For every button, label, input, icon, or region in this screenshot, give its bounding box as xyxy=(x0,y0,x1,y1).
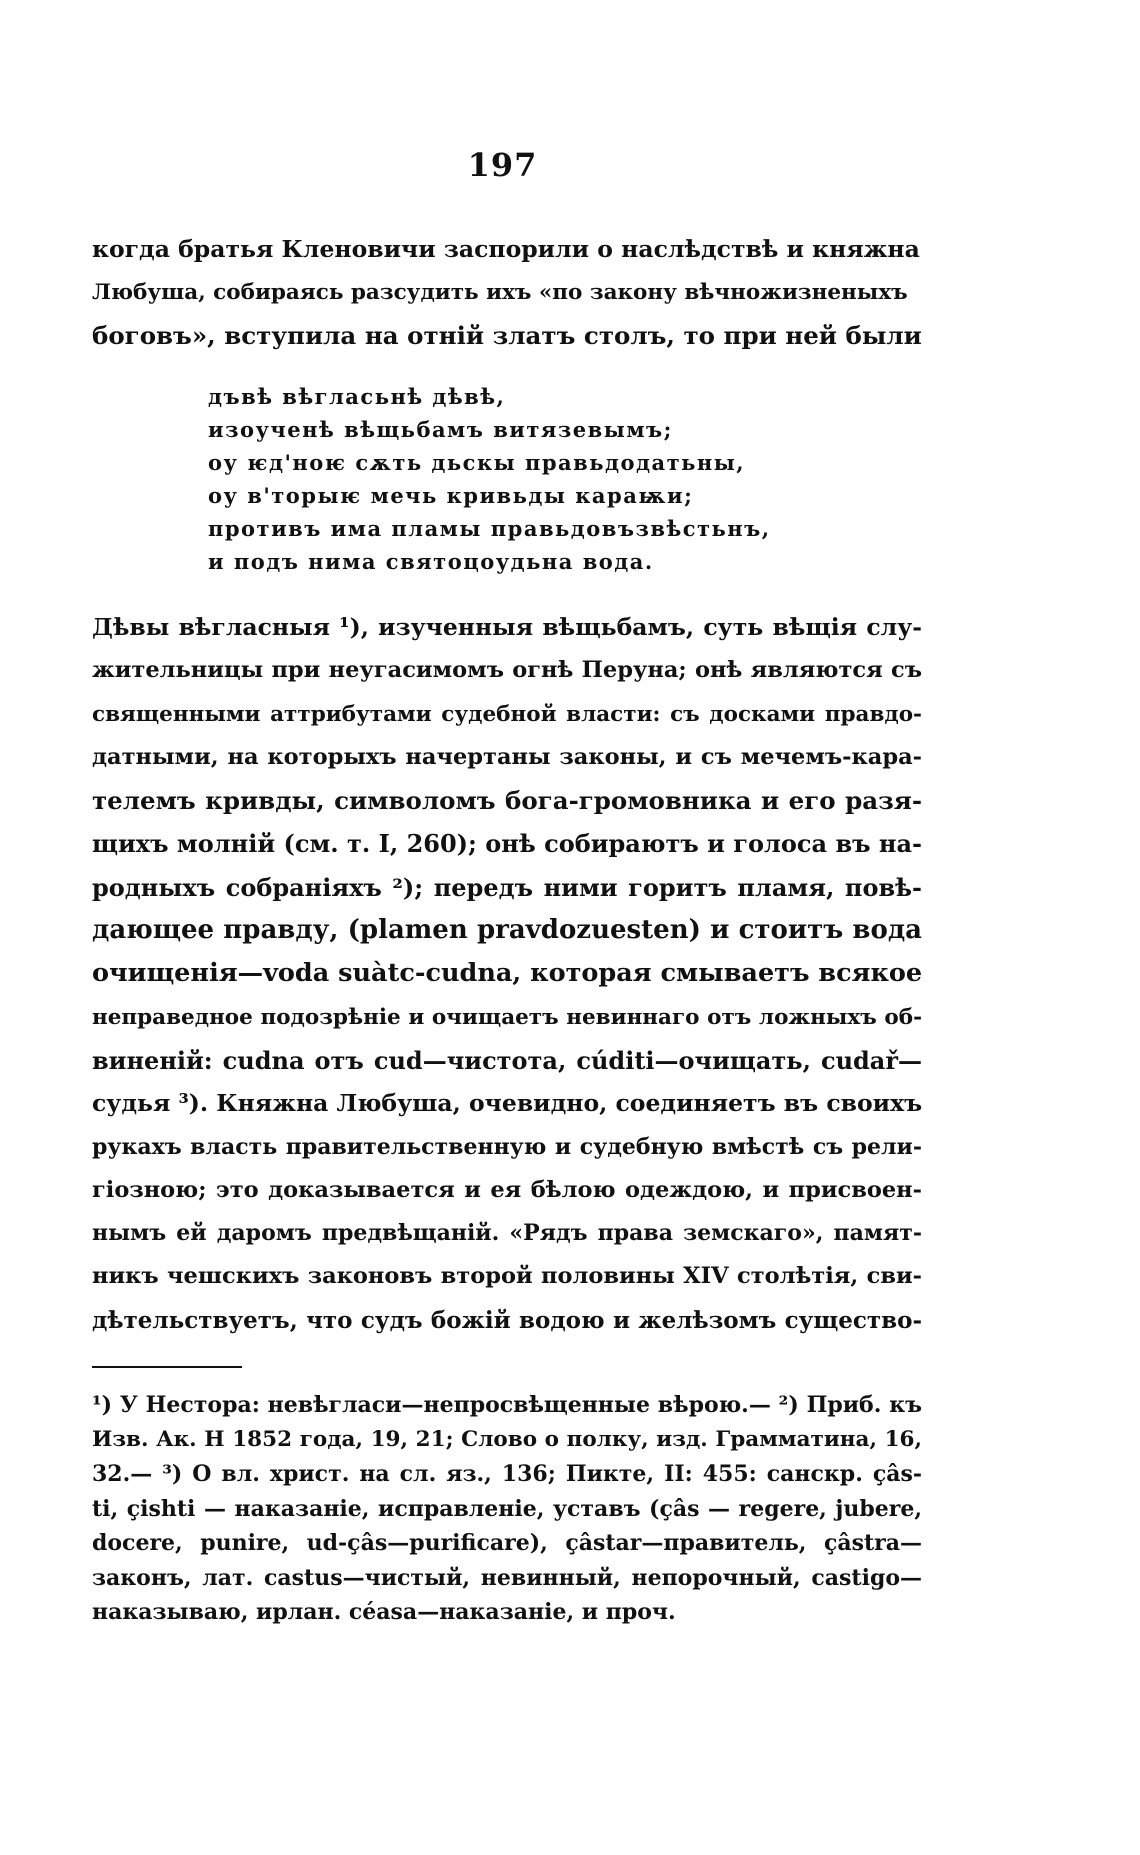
text-line: датными, на которыхъ начертаны законы, и съ мечемъ-кара- xyxy=(92,743,922,770)
text-line: дѣтельствуетъ, что судъ божій водою и желѣзомъ существо- xyxy=(92,1306,922,1334)
text-line: когда братья Кленовичи заспорили о наслѣдствѣ и княжна xyxy=(92,235,920,263)
text-line: родныхъ собраніяхъ ²); передъ ними горитъ пламя, повѣ- xyxy=(92,872,922,902)
footnote-line: Изв. Ак. Н 1852 года, 19, 21; Слово о полку, изд. Грамматина, 16, xyxy=(92,1426,922,1452)
intro-paragraph xyxy=(92,228,922,357)
footnote-line: ¹) У Нестора: невѣгласи—непросвѣщенные вѣрою.— ²) Приб. къ xyxy=(92,1392,922,1418)
verse-line: оу ѥд'ноѥ сѫть дьскы правьдодатьны, xyxy=(208,450,746,475)
verse-quotation xyxy=(208,380,908,578)
footnote-line: ti, çishti — наказаніе, исправленіе, уставъ (çâs — regere, jubere, xyxy=(92,1495,922,1522)
footnote-separator xyxy=(92,1366,242,1368)
text-line: жительницы при неугасимомъ огнѣ Перуна; онѣ являются съ xyxy=(92,657,922,684)
verse-line: изоученѣ вѣщьбамъ витязевымъ; xyxy=(208,417,673,442)
footnotes xyxy=(92,1388,922,1630)
verse-line: противъ има пламы правьдовъзвѣстьнъ, xyxy=(208,516,771,541)
verse-line: дъвѣ вѣгласьнѣ дѣвѣ, xyxy=(208,384,506,409)
text-line: нымъ ей даромъ предвѣщаній. «Рядъ права земскаго», памят- xyxy=(92,1220,922,1247)
text-line: гіозною; это доказывается и ея бѣлою одеждою, и присвоен- xyxy=(92,1176,922,1203)
text-line: виненій: cudna отъ cud—чистота, cúditi—очищать, cudař— xyxy=(92,1045,922,1075)
text-line: боговъ», вступила на отній златъ столъ, то при ней были xyxy=(92,321,922,350)
verse-line: оу в'торыѥ мечь кривьды караѭи; xyxy=(208,483,694,508)
text-line: Дѣвы вѣгласныя ¹), изученныя вѣщьбамъ, суть вѣщія слу- xyxy=(92,613,922,641)
text-line: никъ чешскихъ законовъ второй половины XIV столѣтія, сви- xyxy=(92,1263,922,1290)
verse-line: и подъ нима святоцоудьна вода. xyxy=(208,549,654,574)
text-line: дающее правду, (plamen pravdozuesten) и стоитъ вода xyxy=(92,915,922,946)
text-line: неправедное подозрѣніе и очищаетъ невиннаго отъ ложныхъ об- xyxy=(92,1004,922,1030)
footnote-line: наказываю, ирлан. céasa—наказаніе, и проч. xyxy=(92,1599,676,1625)
text-line: рукахъ власть правительственную и судебную вмѣстѣ съ рели- xyxy=(92,1133,922,1160)
footnote-line: 32.— ³) О вл. христ. на сл. яз., 136; Пикте, II: 455: санскр. çâs- xyxy=(92,1461,922,1487)
text-line: очищенія—voda suàtc-cudna, которая смываетъ всякое xyxy=(92,958,922,989)
footnote-line: законъ, лат. castus—чистый, невинный, непорочный, castigo— xyxy=(92,1564,922,1591)
page-number: 197 xyxy=(467,146,538,184)
main-paragraph xyxy=(92,606,922,1342)
text-line: Любуша, собираясь разсудить ихъ «по закону вѣчножизненыхъ xyxy=(92,280,908,305)
text-line: телемъ кривды, символомъ бога-громовника и его разя- xyxy=(92,786,922,816)
text-line: судья ³). Княжна Любуша, очевидно, соединяетъ въ своихъ xyxy=(92,1089,922,1118)
text-line: щихъ молній (см. т. I, 260); онѣ собираютъ и голоса въ на- xyxy=(92,829,922,859)
text-line: священными аттрибутами судебной власти: съ досками правдо- xyxy=(92,701,922,727)
footnote-line: docere, punire, ud-çâs—purificare), çâstar—правитель, çâstra— xyxy=(92,1530,922,1556)
